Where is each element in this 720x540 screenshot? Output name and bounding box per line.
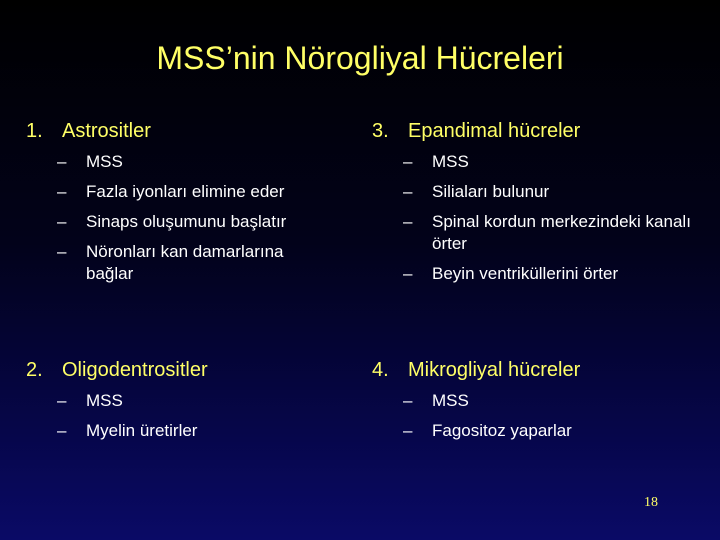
section-number: 3.: [372, 120, 389, 142]
bullet-item: [26, 151, 346, 173]
bullet-item: [26, 390, 346, 412]
bullet-dash: –: [403, 391, 413, 410]
section-number: 1.: [26, 120, 43, 142]
bullet-text: MSS: [86, 391, 123, 410]
bullet-dash: –: [57, 242, 67, 261]
bullet-item: [372, 151, 692, 173]
section-number: 4.: [372, 359, 389, 381]
bullet-text: Spinal kordun merkezindeki kanalı örter: [432, 212, 691, 253]
bullet-item: [372, 420, 692, 442]
bullet-item: [26, 181, 346, 203]
section-mikrogliyal-hucreler: [372, 357, 702, 457]
section-oligodentrositler: [26, 357, 356, 457]
bullet-item: [26, 211, 346, 233]
slide-title: MSS’nin Nörogliyal Hücreleri: [156, 40, 564, 76]
bullet-text: MSS: [432, 391, 469, 410]
section-title: Epandimal hücreler: [408, 120, 581, 142]
bullet-text: Beyin ventriküllerini örter: [432, 264, 619, 283]
bullet-dash: –: [57, 212, 67, 231]
bullet-list: [372, 390, 692, 450]
bullet-text: Fazla iyonları elimine eder: [86, 182, 285, 201]
bullet-text: MSS: [86, 152, 123, 171]
bullet-item: [372, 390, 692, 412]
bullet-dash: –: [403, 212, 413, 231]
bullet-dash: –: [57, 152, 67, 171]
bullet-item: [26, 420, 346, 442]
bullet-item: [26, 241, 326, 285]
bullet-text: MSS: [432, 152, 469, 171]
section-title: Astrositler: [62, 120, 151, 142]
section-astrositler: [26, 118, 356, 298]
bullet-text: Siliaları bulunur: [432, 182, 550, 201]
bullet-list: [26, 151, 346, 293]
bullet-text: Myelin üretirler: [86, 421, 198, 440]
bullet-dash: –: [403, 421, 413, 440]
bullet-text: Fagositoz yaparlar: [432, 421, 572, 440]
section-number: 2.: [26, 359, 43, 381]
bullet-dash: –: [403, 182, 413, 201]
bullet-item: [372, 181, 692, 203]
section-epandimal-hucreler: [372, 118, 702, 298]
bullet-dash: –: [57, 182, 67, 201]
section-title: Oligodentrositler: [62, 359, 208, 381]
bullet-list: [26, 390, 346, 450]
bullet-item: [372, 211, 720, 255]
section-title: Mikrogliyal hücreler: [408, 359, 581, 381]
bullet-dash: –: [403, 264, 413, 283]
bullet-dash: –: [403, 152, 413, 171]
bullet-dash: –: [57, 391, 67, 410]
bullet-text: Nöronları kan damarlarına bağlar: [86, 242, 284, 283]
bullet-text: Sinaps oluşumunu başlatır: [86, 212, 287, 231]
page-number: 18: [644, 495, 658, 510]
bullet-dash: –: [57, 421, 67, 440]
bullet-list: [372, 151, 692, 293]
bullet-item: [372, 263, 692, 285]
